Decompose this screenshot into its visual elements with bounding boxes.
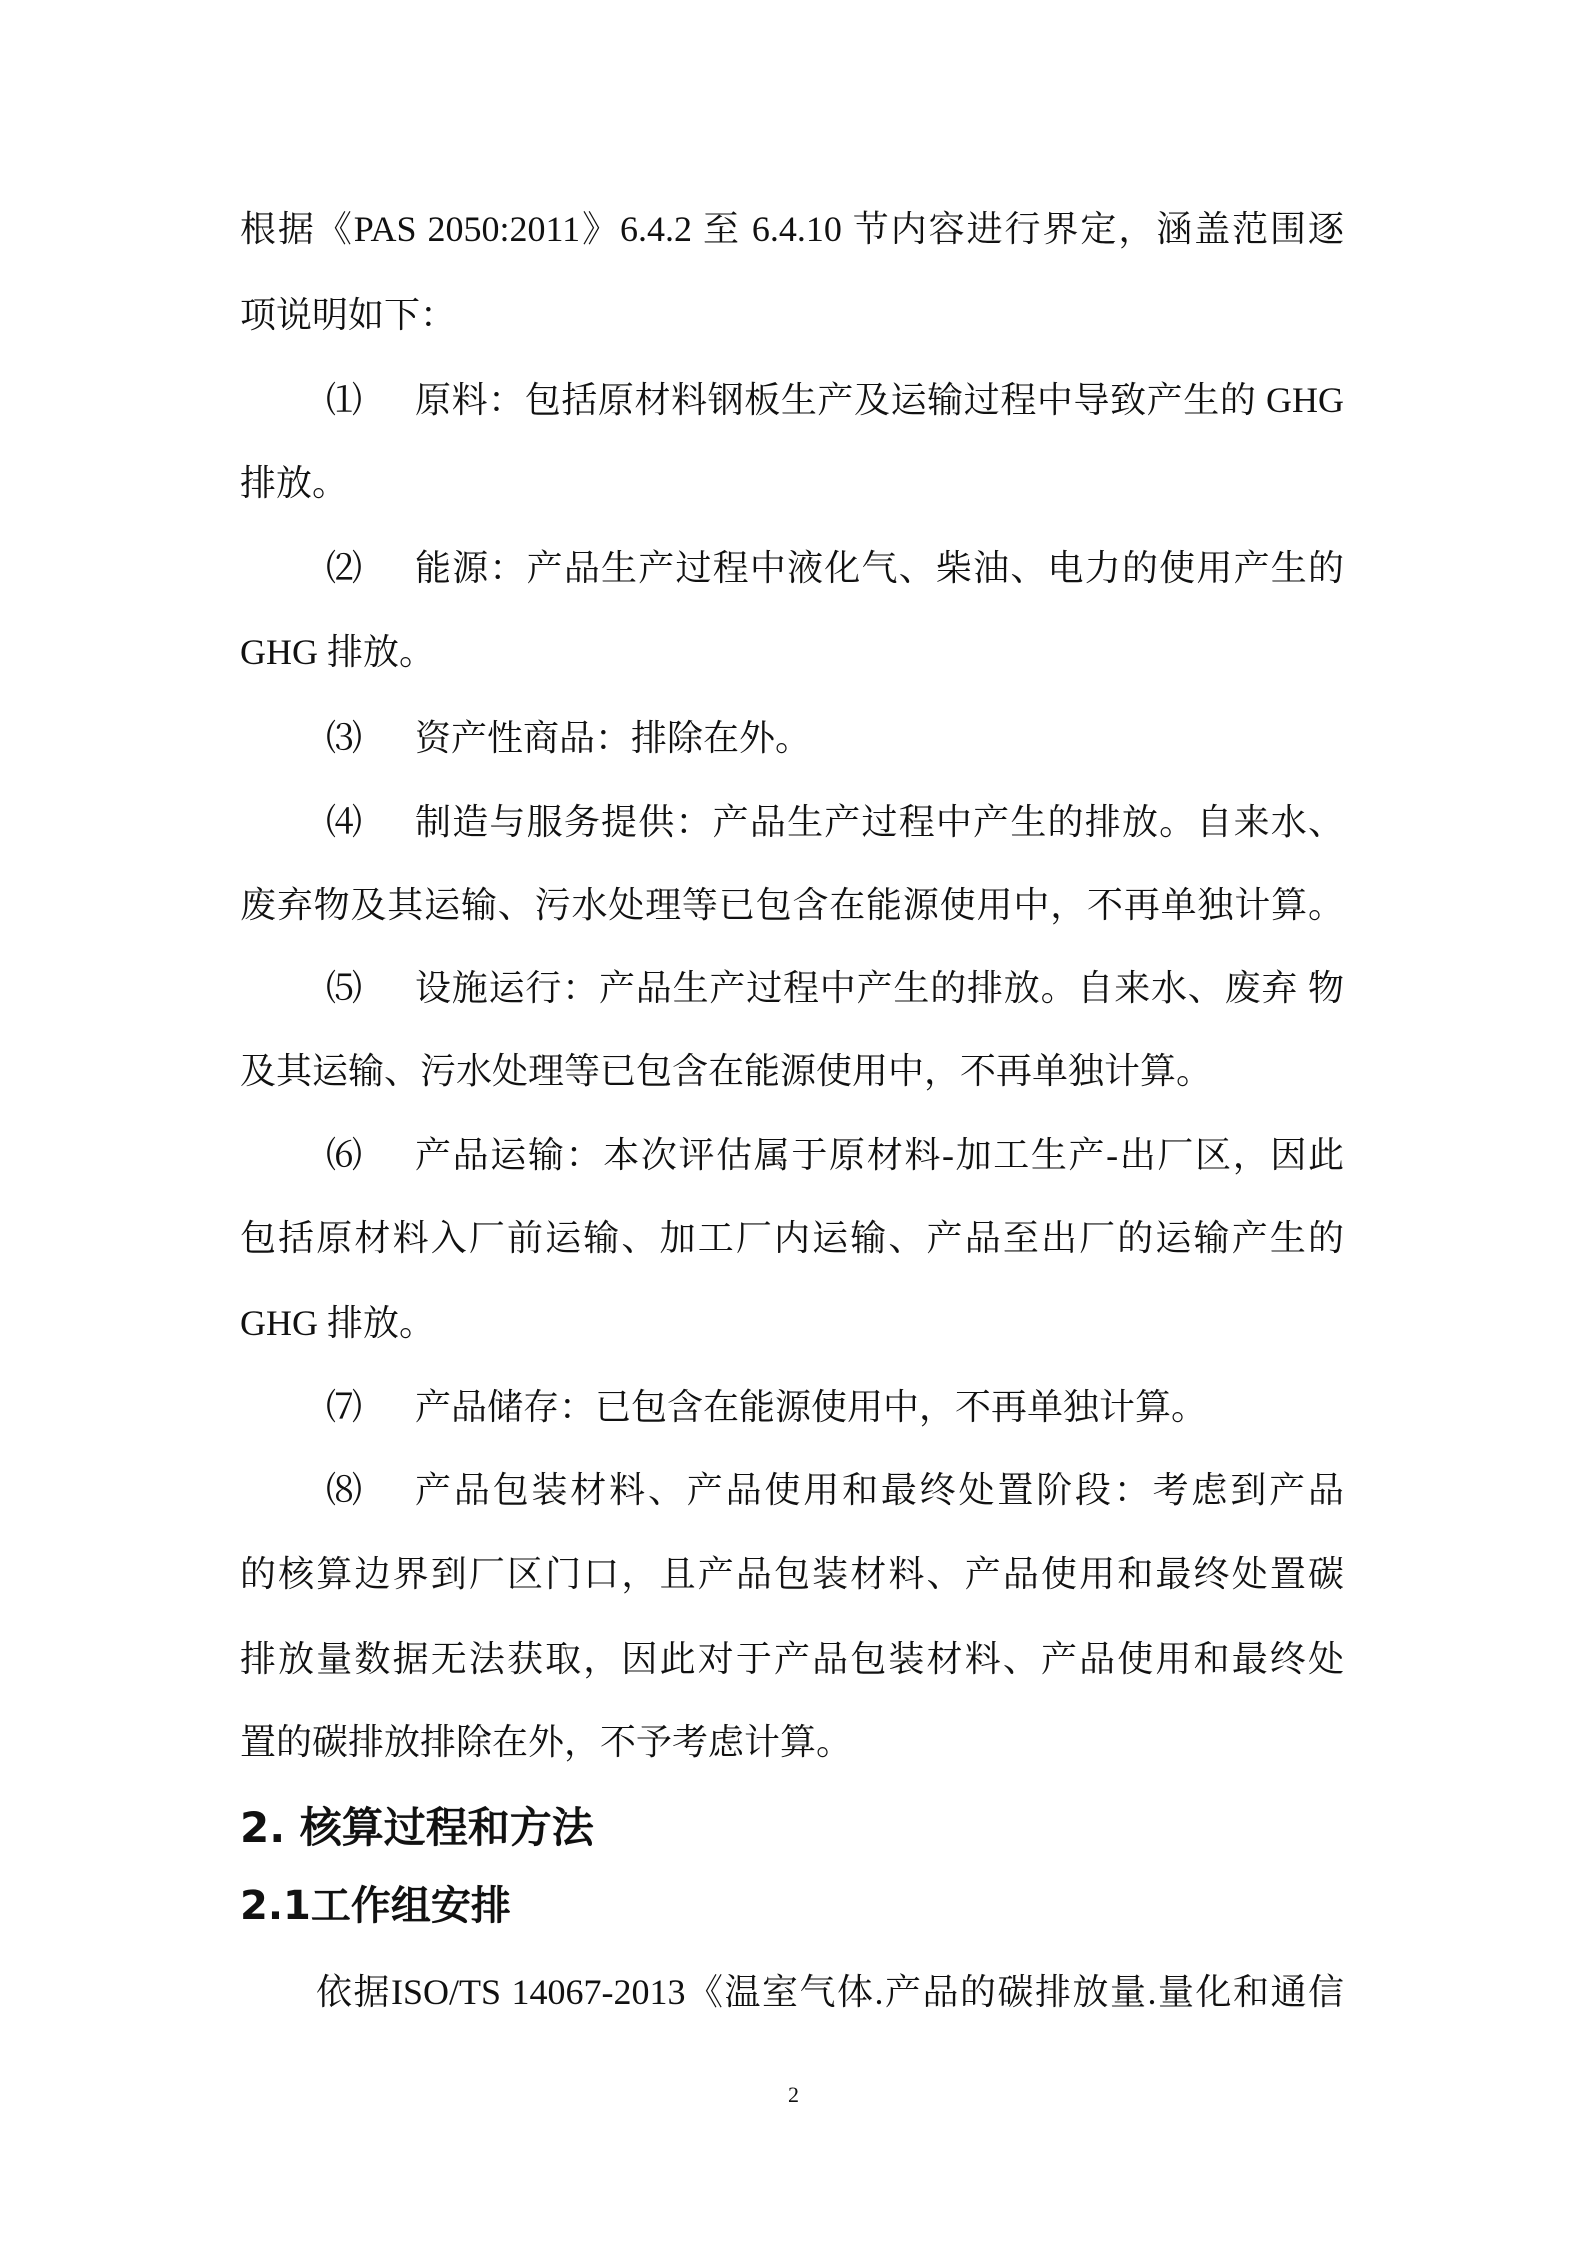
list-item-line: 资产性商品：排除在外。 [415, 718, 812, 758]
list-item-marker: ⑻ [326, 1470, 363, 1510]
list-item-marker: ⑵ [326, 548, 363, 588]
list-item-line: 能源：产品生产过程中液化气、柴油、电力的使用产生的 [415, 548, 1344, 588]
list-item-line: 的核算边界到厂区门口，且产品包装材料、产品使用和最终处置碳 [240, 1554, 1344, 1594]
intro-line: 根据《PAS 2050:2011》6.4.2 至 6.4.10 节内容进行界定，涵盖范围逐 [240, 209, 1344, 249]
section-heading: 2. 核算过程和方法 [240, 1803, 594, 1852]
intro-line: 项说明如下： [240, 295, 457, 335]
list-item-line: 设施运行：产品生产过程中产生的排放。自来水、废弃 物 [415, 968, 1344, 1008]
page-number: 2 [788, 2082, 799, 2107]
list-item-line: 包括原材料入厂前运输、加工厂内运输、产品至出厂的运输产生的 [240, 1218, 1344, 1258]
list-item-line: 排放量数据无法获取，因此对于产品包装材料、产品使用和最终处 [240, 1639, 1344, 1679]
list-item-marker: ⑺ [326, 1387, 363, 1427]
list-item-line: 原料：包括原材料钢板生产及运输过程中导致产生的 GHG [415, 380, 1344, 420]
list-item-line: GHG 排放。 [240, 632, 435, 672]
list-item-line: 产品储存：已包含在能源使用中，不再单独计算。 [415, 1387, 1208, 1427]
list-item-line: 废弃物及其运输、污水处理等已包含在能源使用中，不再单独计算。 [240, 885, 1344, 925]
subsection-heading: 2.1工作组安排 [240, 1883, 511, 1929]
list-item-marker: ⑸ [326, 968, 363, 1008]
list-item-line: 产品运输：本次评估属于原材料-加工生产-出厂区，因此 [415, 1135, 1344, 1175]
list-item-marker: ⑴ [326, 380, 363, 420]
list-item-line: 制造与服务提供：产品生产过程中产生的排放。自来水、 [415, 802, 1344, 842]
list-item-marker: ⑶ [326, 718, 363, 758]
list-item-line: 产品包装材料、产品使用和最终处置阶段：考虑到产品 [415, 1470, 1344, 1510]
list-item-marker: ⑹ [326, 1135, 363, 1175]
list-item-line: GHG 排放。 [240, 1303, 435, 1343]
list-item-line: 及其运输、污水处理等已包含在能源使用中，不再单独计算。 [240, 1051, 1213, 1091]
list-item-line: 置的碳排放排除在外，不予考虑计算。 [240, 1722, 853, 1762]
paragraph-line: 依据ISO/TS 14067-2013《温室气体.产品的碳排放量.量化和通信 [316, 1972, 1344, 2012]
list-item-marker: ⑷ [326, 802, 363, 842]
list-item-line: 排放。 [240, 463, 349, 503]
